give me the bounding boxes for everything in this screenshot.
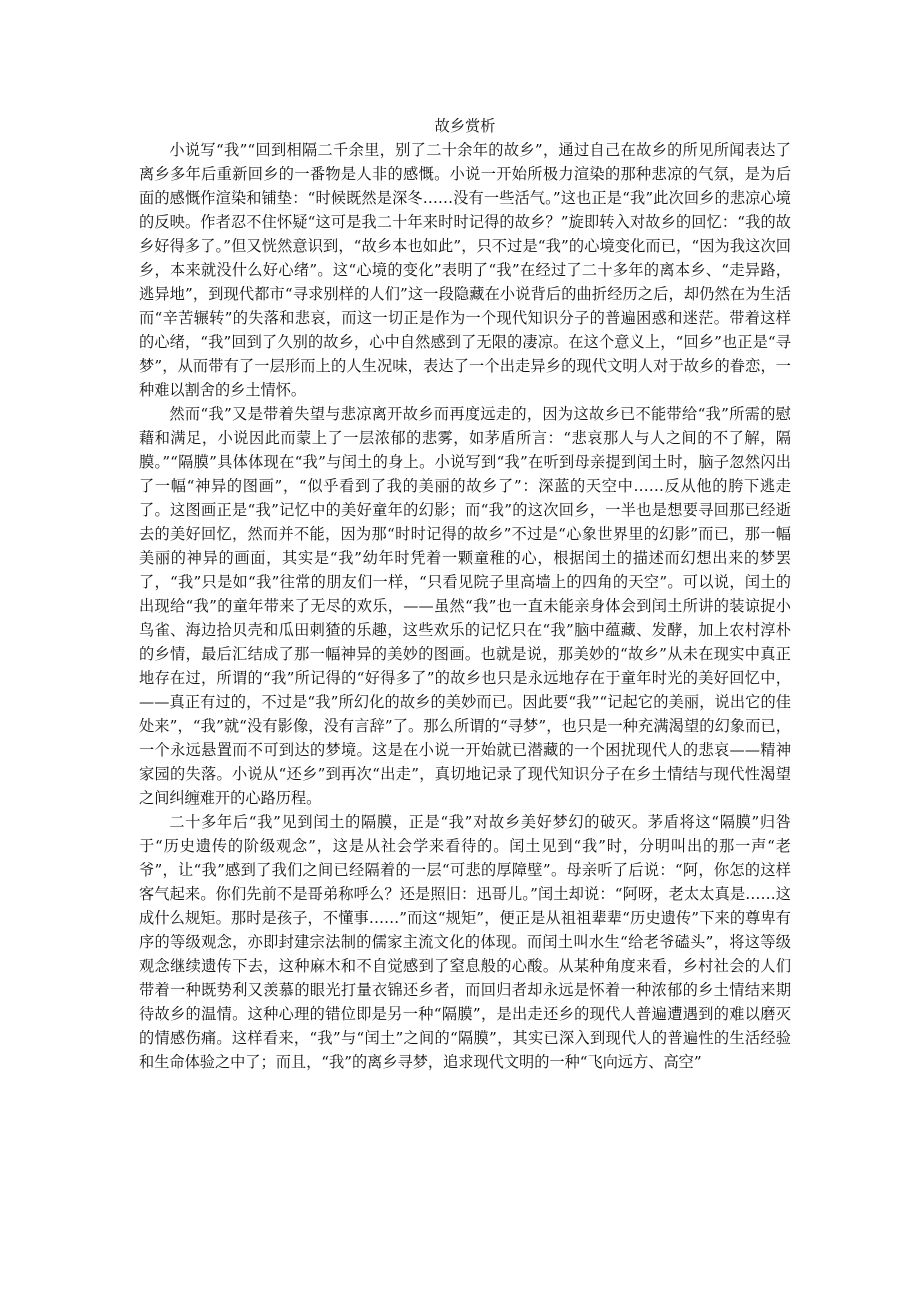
- document-title: 故乡赏析: [434, 117, 496, 135]
- paragraph-1: 小说写“我”“回到相隔二千余里，别了二十余年的故乡”，通过自己在故乡的所见所闻表达了离乡多年后重新回乡的一番物是人非的感慨。小说一开始所极力渲染的那种悲凉的气氛，是为后面的感慨作渲染和铺垫：“时候既然是深冬……没有一些活气。”这也正是“我”此次回乡的悲凉心境的反映。作者忍不住怀疑“这可是我二十年来时时记得的故乡？”旋即转入对故乡的回忆：“我的故乡好得多了。”但又恍然意识到，“故乡本也如此”，只不过是“我”的心境变化而已，“因为我这次回乡，本来就没什么好心绪”。这“心境的变化”表明了“我”在经过了二十多年的离本乡、“走异路，逃异地”，到现代都市“寻求别样的人们”这一段隐藏在小说背后的曲折经历之后，却仍然在为生活而“辛苦辗转”的失落和悲哀，而这一切正是作为一个现代知识分子的普遍困惑和迷茫。带着这样的心绪，“我”回到了久别的故乡，心中自然感到了无限的凄凉。在这个意义上，“回乡”也正是“寻梦”，从而带有了一层形而上的人生况味，表达了一个出走异乡的现代文明人对于故乡的眷恋，一种难以割舍的乡土情怀。: [139, 141, 791, 399]
- document-body: [139, 114, 791, 1074]
- paragraph-3: 二十多年后“我”见到闰土的隔膜，正是“我”对故乡美好梦幻的破灭。茅盾将这“隔膜”归咎于“历史遗传的阶级观念”，这是从社会学来看待的。闰土见到“我”时，分明叫出的那一声“老爷”，让“我”感到了我们之间已经隔着的一层“可悲的厚障壁”。母亲听了后说：“阿，你怎的这样客气起来。你们先前不是哥弟称呼么？还是照旧：迅哥儿。”闰土却说：“阿呀，老太太真是……这成什么规矩。那时是孩子，不懂事……”而这“规矩”，便正是从祖祖辈辈“历史遗传”下来的尊卑有序的等级观念，亦即封建宗法制的儒家主流文化的体现。而闰土叫水生“给老爷磕头”，将这等级观念继续遗传下去，这种麻木和不自觉感到了窒息般的心酸。从某种角度来看，乡村社会的人们带着一种既势利又羡慕的眼光打量衣锦还乡者，而回归者却永远是怀着一种浓郁的乡土情结来期待故乡的温情。这种心理的错位即是另一种“隔膜”，是出走还乡的现代人普遍遭遇到的难以磨灭的情感伤痛。这样看来，“我”与“闰土”之间的“隔膜”，其实已深入到现代人的普遍性的生活经验和生命体验之中了；而且，“我”的离乡寻梦，追求现代文明的一种“飞向远方、高空”: [139, 813, 791, 1071]
- paragraph-2: 然而“我”又是带着失望与悲凉离开故乡而再度远走的，因为这故乡已不能带给“我”所需的慰藉和满足，小说因此而蒙上了一层浓郁的悲雾，如茅盾所言：“悲哀那人与人之间的不了解，隔膜。”“隔膜”具体体现在“我”与闰土的身上。小说写到“我”在听到母亲提到闰土时，脑子忽然闪出了一幅“神异的图画”，“似乎看到了我的美丽的故乡了”：深蓝的天空中……反从他的胯下逃走了。这图画正是“我”记忆中的美好童年的幻影；而“我”的这次回乡，一半也是想要寻回那已经逝去的美好回忆，然而并不能，因为那“时时记得的故乡”不过是“心象世界里的幻影”而已，那一幅美丽的神异的画面，其实是“我”幼年时凭着一颗童稚的心，根据闰土的描述而幻想出来的梦罢了，“我”只是如“我”往常的朋友们一样，“只看见院子里高墙上的四角的天空”。可以说，闰土的出现给“我”的童年带来了无尽的欢乐，——虽然“我”也一直未能亲身体会到闰土所讲的装谅捉小鸟雀、海边拾贝壳和瓜田刺猹的乐趣，这些欢乐的记忆只在“我”脑中蕴藏、发酵，加上农村淳朴的乡情，最后汇结成了那一幅神异的美妙的图画。也就是说，那美妙的“故乡”从未在现实中真正地存在过，所谓的“我”所记得的“好得多了”的故乡也只是永远地存在于童年时光的美好回忆中，——真正有过的，不过是“我”所幻化的故乡的美妙而已。因此要“我”“记起它的美丽，说出它的佳处来”，“我”就“没有影像，没有言辞”了。那么所谓的“寻梦”，也只是一种充满渴望的幻象而已，一个永远悬置而不可到达的梦境。这是在小说一开始就已潜藏的一个困扰现代人的悲哀——精神家园的失落。小说从“还乡”到再次“出走”，真切地记录了现代知识分子在乡土情结与现代性渴望之间纠缠难开的心路历程。: [139, 405, 791, 807]
